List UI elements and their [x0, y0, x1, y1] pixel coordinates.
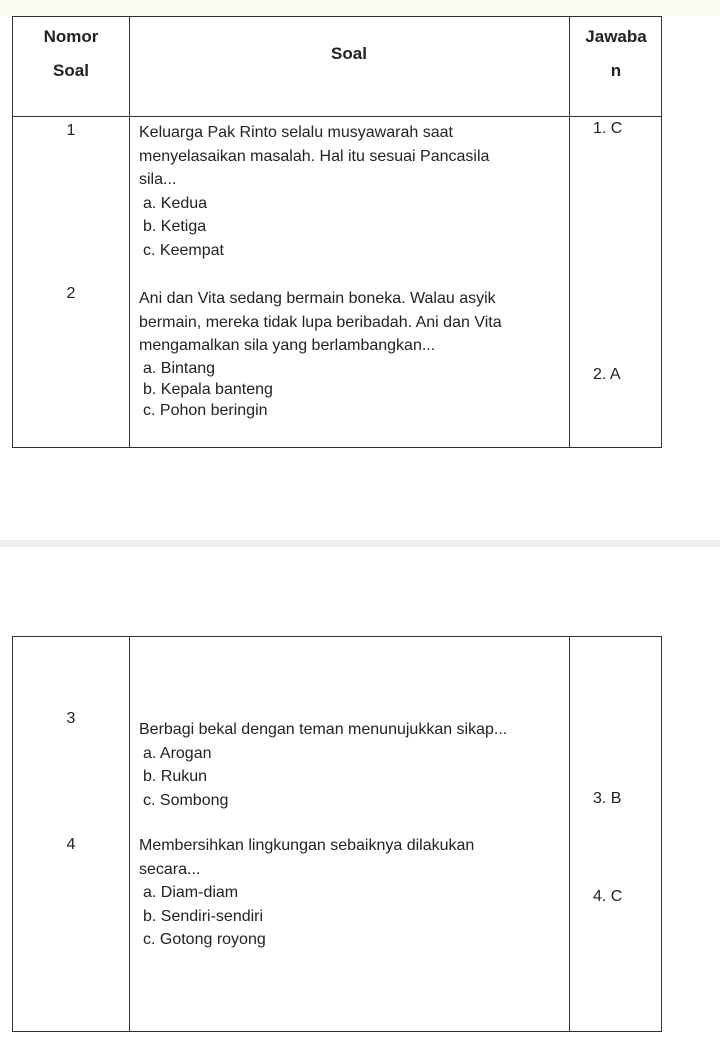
question-number: 2 [66, 285, 76, 302]
top-strip [0, 0, 720, 16]
question-number: 3 [66, 710, 76, 727]
question-text-line: Membersihkan lingkungan sebaiknya dilakukan [139, 837, 475, 854]
question-4 [139, 834, 474, 952]
question-text-line: sila... [139, 171, 177, 188]
header-soal: Soal [331, 44, 367, 63]
question-2 [139, 287, 502, 421]
question-1 [139, 121, 489, 262]
answer: 4. C [593, 888, 623, 905]
column-divider [129, 17, 130, 447]
question-text-line: Berbagi bekal dengan teman menunujukkan sikap... [139, 721, 508, 738]
question-text-line: Ani dan Vita sedang bermain boneka. Walau asyik [139, 290, 496, 307]
answer: 2. A [593, 366, 621, 383]
option-c: c. Pohon beringin [143, 401, 268, 419]
header-divider [13, 116, 661, 117]
header-jawaban-line1: Jawaba [585, 27, 647, 46]
option-b: b. Rukun [143, 768, 208, 785]
option-c: c. Sombong [143, 791, 229, 809]
column-divider [569, 637, 570, 1031]
header-nomor-line1: Nomor [43, 27, 99, 46]
header-nomor-line2: Soal [53, 61, 89, 80]
option-a: a. Kedua [143, 194, 208, 212]
header-nomor-soal [13, 25, 129, 83]
question-number: 4 [66, 836, 76, 853]
question-text-line: bermain, mereka tidak lupa beribadah. Ani dan Vita [139, 313, 502, 331]
page-separator [0, 540, 720, 547]
option-a: a. Bintang [143, 359, 216, 377]
option-a: a. Diam-diam [143, 884, 239, 901]
option-c: c. Keempat [143, 241, 224, 259]
question-text-line: Keluarga Pak Rinto selalu musyawarah saat [139, 124, 453, 141]
header-jawaban-line2: n [610, 61, 622, 80]
answer: 3. B [593, 790, 622, 807]
option-a: a. Arogan [143, 744, 212, 762]
question-table-2 [12, 636, 662, 1032]
header-jawaban [569, 25, 663, 83]
answer: 1. C [593, 120, 623, 137]
question-text-line: mengamalkan sila yang berlambangkan... [139, 337, 436, 354]
question-number: 1 [66, 122, 76, 139]
option-c: c. Gotong royong [143, 931, 266, 948]
option-b: b. Sendiri-sendiri [143, 907, 264, 925]
option-b: b. Ketiga [143, 218, 207, 235]
page-gap [0, 547, 720, 636]
column-divider [129, 637, 130, 1031]
question-text-line: secara... [139, 860, 201, 878]
option-b: b. Kepala banteng [143, 380, 273, 398]
question-table-1 [12, 16, 662, 448]
question-3 [139, 718, 507, 812]
question-text-line: menyelasaikan masalah. Hal itu sesuai Pancasila [139, 147, 490, 165]
